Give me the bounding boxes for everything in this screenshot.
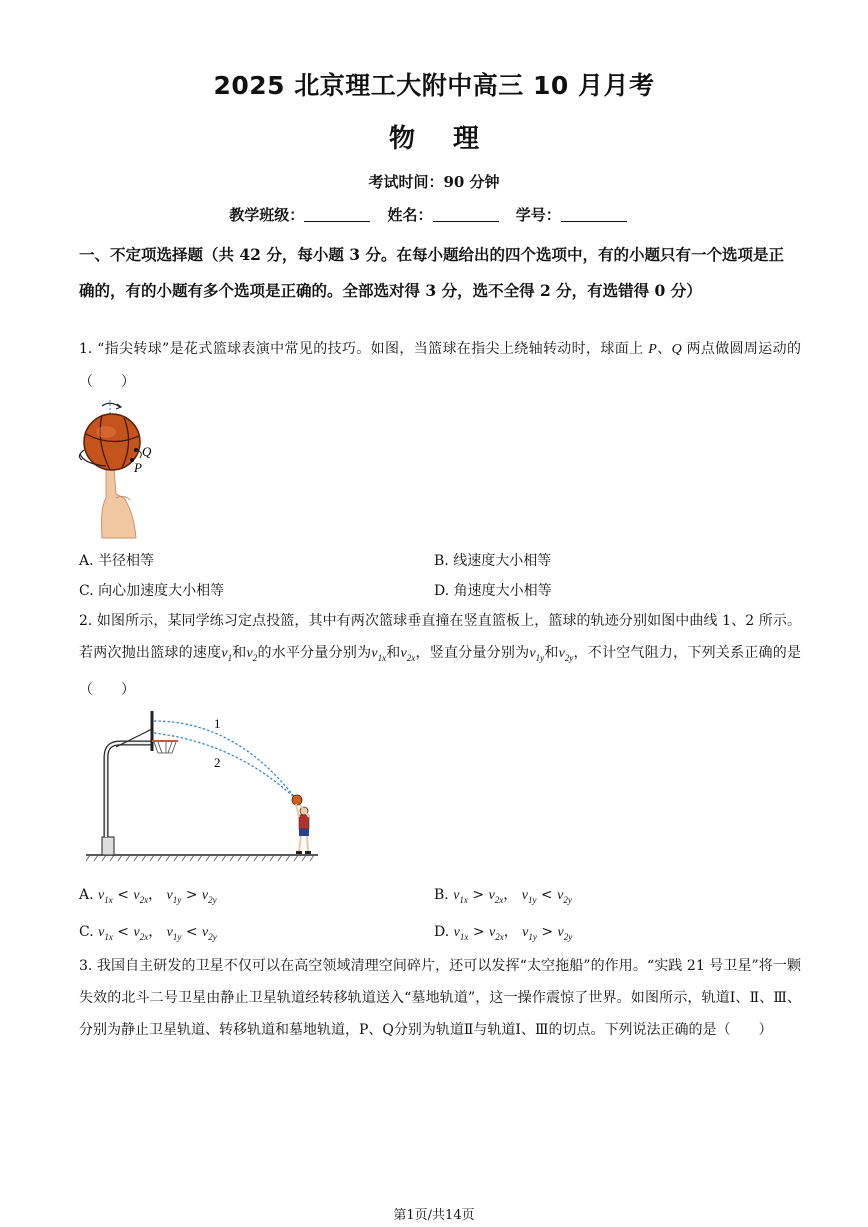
page-title: 2025 北京理工大附中高三 10 月月考 — [213, 71, 655, 100]
name-label: 姓名： — [387, 206, 433, 224]
q1-figure-spinning-basketball — [76, 398, 166, 540]
q2-option-b: B. $v_{1x} > v_{2x}$， $v_{1y} < v_{2y}$ — [434, 887, 572, 905]
section-heading: 一、不定项选择题（共 42 分，每小题 3 分。在每小题给出的四个选项中，有的小题只有一个选项是正确的，有的小题有多个选项是正确的。全部选对得 3 分，选不全得 2 分，有选错得 0 分） — [79, 245, 784, 300]
q2-s2: 和 — [232, 645, 247, 661]
q1-option-b: B. 线速度大小相等 — [434, 553, 552, 569]
q1-fig-q-label: Q — [142, 444, 152, 459]
q1-option-c: C. 向心加速度大小相等 — [79, 583, 225, 599]
trajectory-label-1: 1 — [214, 716, 221, 731]
id-blank — [561, 207, 627, 222]
q1-sep: 、 — [656, 341, 672, 357]
q2-s6: 和 — [544, 645, 559, 661]
trajectory-label-2: 2 — [214, 755, 221, 770]
exam-time: 考试时间：90 分钟 — [368, 173, 500, 191]
question-3-stem: 3. 我国自主研发的卫星不仅可以在高空领域清理空间碎片，还可以发挥“太空拖船”的作用。“实践 21 号卫星”将一颗失效的北斗二号卫星由静止卫星轨道经转移轨道送入“墓地轨道”，这一操作震惊了世界。如图所示，轨道Ⅰ、Ⅱ、Ⅲ、分别为静止卫星轨道、转移轨道和墓地轨道，P、Q分别为轨道Ⅱ与轨道Ⅰ、Ⅲ的切点。下列说法正确的是（ ） — [79, 958, 801, 1038]
q2-option-c: C. $v_{1x} < v_{2x}$， $v_{1y} < v_{2y}$ — [79, 924, 217, 942]
id-label: 学号： — [515, 206, 561, 224]
q1-fig-p-label: P — [134, 460, 142, 475]
q2-s7: ，不计空气阻力，下列关系正确的是（ ） — [79, 645, 802, 698]
q1-option-d: D. 角速度大小相等 — [434, 583, 552, 599]
question-2-stem: 2. 如图所示，某同学练习定点投篮，其中有两次篮球垂直撞在竖直篮板上，篮球的轨迹分别如图中曲线 1、2 所示。若两次抛出篮球的速度$v_1$和$v_2$的水平分量分别为$v_{1x}$和$v_{2x}$，竖直分量分别为$v_{1y}$和$v_{2y}$，不计空气阻力，下列关系正确的是（ ） — [79, 613, 802, 698]
q2-option-a: A. $v_{1x} < v_{2x}$， $v_{1y} > v_{2y}$ — [79, 887, 217, 905]
q1-stem-a: 1. “指尖转球”是花式篮球表演中常见的技巧。如图，当篮球在指尖上绕轴转动时，球面上 — [79, 341, 644, 357]
name-blank — [433, 207, 499, 222]
class-blank — [304, 207, 370, 222]
q1-stem-b: 两点做圆周运动的（ ） — [79, 341, 802, 390]
subject-title: 物理 — [388, 124, 517, 154]
q2-figure-basketball-shot — [86, 705, 322, 865]
q2-s5: ，竖直分量分别为 — [415, 645, 530, 661]
q2-option-d: D. $v_{1x} > v_{2x}$， $v_{1y} > v_{2y}$ — [434, 924, 573, 942]
page-number: 第1页/共14页 — [393, 1208, 475, 1223]
q1-point-p: P — [648, 342, 657, 357]
q2-s1: 2. 如图所示，某同学练习定点投篮，其中有两次篮球垂直撞在竖直篮板上，篮球的轨迹分别如图中曲线 1、2 所示。若两次抛出篮球的速度 — [79, 613, 801, 661]
student-info-line — [0, 204, 868, 225]
q2-s4: 和 — [386, 645, 401, 661]
q2-s3: 的水平分量分别为 — [257, 645, 372, 661]
q1-point-q: Q — [671, 342, 682, 357]
question-1-stem — [79, 333, 801, 398]
class-label: 教学班级： — [229, 206, 305, 224]
q1-option-a: A. 半径相等 — [79, 553, 155, 569]
